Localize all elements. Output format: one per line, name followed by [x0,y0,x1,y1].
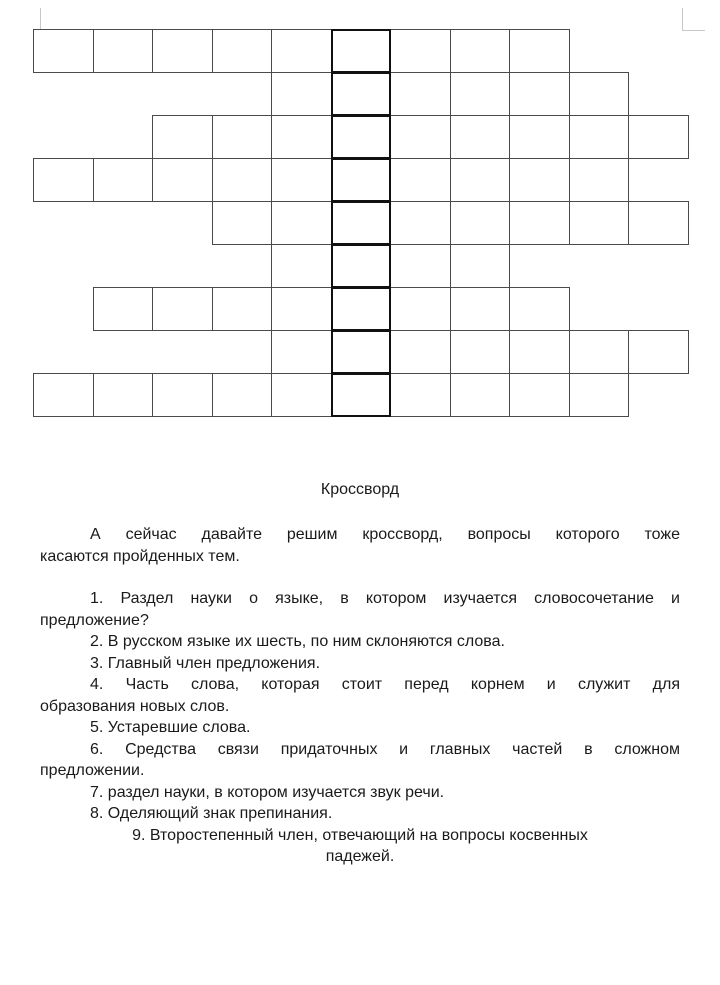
crossword-cell[interactable] [450,373,511,417]
intro-paragraph [40,524,680,568]
crossword-cell[interactable] [450,330,511,374]
crossword-cell[interactable] [93,373,154,417]
crossword-cell[interactable] [33,373,94,417]
crossword-cell[interactable] [450,72,511,116]
crossword-key-cell[interactable] [331,287,392,331]
crossword-cell[interactable] [569,115,630,159]
crossword-cell[interactable] [509,115,570,159]
crossword-cell[interactable] [450,158,511,202]
crossword-cell[interactable] [271,244,332,288]
crossword-key-cell[interactable] [331,244,392,288]
crossword-cell[interactable] [271,72,332,116]
crossword-cell[interactable] [271,201,332,245]
crossword-cell[interactable] [450,29,511,73]
crossword-key-cell[interactable] [331,72,392,116]
crossword-cell[interactable] [628,115,689,159]
crossword-cell[interactable] [212,115,273,159]
intro-line-2: касаются пройденных тем. [40,548,240,565]
crossword-cell[interactable] [450,115,511,159]
crossword-cell[interactable] [450,287,511,331]
crossword-cell[interactable] [509,287,570,331]
crossword-cell[interactable] [212,158,273,202]
questions-list [40,588,680,868]
question-7: 7. раздел науки, в котором изучается звук речи. [90,783,445,801]
crossword-cell[interactable] [271,330,332,374]
crossword-key-cell[interactable] [331,29,392,73]
crossword-cell[interactable] [569,201,630,245]
crossword-cell[interactable] [390,115,451,159]
crossword-cell[interactable] [152,287,213,331]
crossword-key-cell[interactable] [331,330,392,374]
question-4: 4. Часть слова, которая стоит перед корнем и служит для образования новых слов. [40,676,680,715]
crossword-cell[interactable] [509,29,570,73]
crossword-cell[interactable] [271,373,332,417]
crossword-cell[interactable] [212,287,273,331]
crossword-cell[interactable] [271,29,332,73]
crossword-cell[interactable] [152,373,213,417]
page-corner-mark-right [682,8,705,31]
crossword-cell[interactable] [450,244,511,288]
question-1: 1. Раздел науки о языке, в котором изучается словосочетание и предложение? [40,590,680,629]
crossword-cell[interactable] [569,330,630,374]
crossword-cell[interactable] [33,29,94,73]
crossword-cell[interactable] [33,158,94,202]
page-corner-mark-left [40,8,41,30]
crossword-cell[interactable] [93,158,154,202]
question-9: 9. Второстепенный член, отвечающий на вопросы косвенных падежей. [132,826,588,865]
crossword-cell[interactable] [390,29,451,73]
crossword-cell[interactable] [152,115,213,159]
question-3: 3. Главный член предложения. [90,654,321,672]
crossword-cell[interactable] [271,115,332,159]
crossword-cell[interactable] [390,373,451,417]
crossword-cell[interactable] [628,330,689,374]
question-5: 5. Устаревшие слова. [90,719,251,736]
crossword-key-cell[interactable] [331,115,392,159]
crossword-cell[interactable] [450,201,511,245]
crossword-cell[interactable] [569,373,630,417]
question-6: 6. Средства связи придаточных и главных частей в сложном предложении. [40,740,680,779]
crossword-cell[interactable] [509,330,570,374]
crossword-cell[interactable] [509,373,570,417]
crossword-cell[interactable] [212,373,273,417]
crossword-cell[interactable] [509,201,570,245]
crossword-cell[interactable] [271,158,332,202]
crossword-cell[interactable] [93,29,154,73]
crossword-key-cell[interactable] [331,373,392,417]
crossword-cell[interactable] [93,287,154,331]
crossword-cell[interactable] [152,29,213,73]
crossword-cell[interactable] [390,201,451,245]
crossword-cell[interactable] [152,158,213,202]
crossword-key-cell[interactable] [331,201,392,245]
crossword-cell[interactable] [212,29,273,73]
crossword-cell[interactable] [569,158,630,202]
question-2: 2. В русском языке их шесть, по ним склоняются слова. [90,633,505,650]
crossword-cell[interactable] [509,72,570,116]
crossword-cell[interactable] [390,330,451,374]
crossword-cell[interactable] [390,287,451,331]
intro-line-1: А сейчас давайте решим кроссворд, вопросы которого тоже [90,526,680,543]
crossword-title: Кроссворд [320,481,400,498]
crossword-cell[interactable] [390,244,451,288]
crossword-key-cell[interactable] [331,158,392,202]
crossword-cell[interactable] [212,201,273,245]
crossword-cell[interactable] [271,287,332,331]
question-8: 8. Оделяющий знак препинания. [90,805,333,822]
crossword-cell[interactable] [390,72,451,116]
crossword-cell[interactable] [509,158,570,202]
crossword-cell[interactable] [569,72,630,116]
crossword-cell[interactable] [628,201,689,245]
crossword-cell[interactable] [390,158,451,202]
